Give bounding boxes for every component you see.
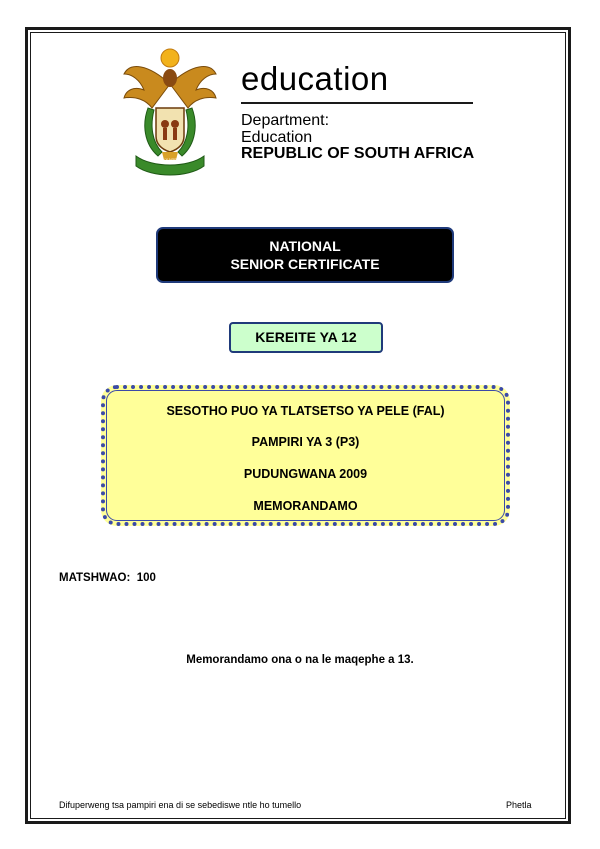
dept-name: Education [241, 129, 313, 146]
page-count-note: Memorandamo ona o na le maqephe a 13. [186, 654, 414, 666]
certificate-banner [156, 227, 454, 283]
turn-over-note: Phetla [506, 800, 532, 810]
brand-word: education [241, 60, 389, 97]
brand-divider [241, 102, 473, 104]
grade-badge: KEREITE YA 12 [229, 322, 383, 353]
coat-of-arms-logo [118, 44, 222, 178]
copyright-notice: Difuperweng tsa pampiri ena di se sebediswe ntle ho tumello [59, 800, 302, 810]
total-marks: MATSHWAO: 100 [59, 572, 156, 584]
dept-label: Department: [241, 112, 330, 129]
certificate-line1: NATIONAL [269, 238, 341, 254]
logo-motto: !KE E: /XARRA //KE [150, 157, 190, 162]
document-type: MEMORANDAMO [253, 499, 358, 513]
certificate-line2: SENIOR CERTIFICATE [230, 256, 380, 272]
country-name: REPUBLIC OF SOUTH AFRICA [241, 145, 475, 162]
subject-name: SESOTHO PUO YA TLATSETSO YA PELE (FAL) [166, 404, 445, 418]
exam-session: PUDUNGWANA 2009 [243, 467, 368, 481]
paper-number: PAMPIRI YA 3 (P3) [251, 435, 360, 449]
subject-panel [101, 385, 510, 526]
